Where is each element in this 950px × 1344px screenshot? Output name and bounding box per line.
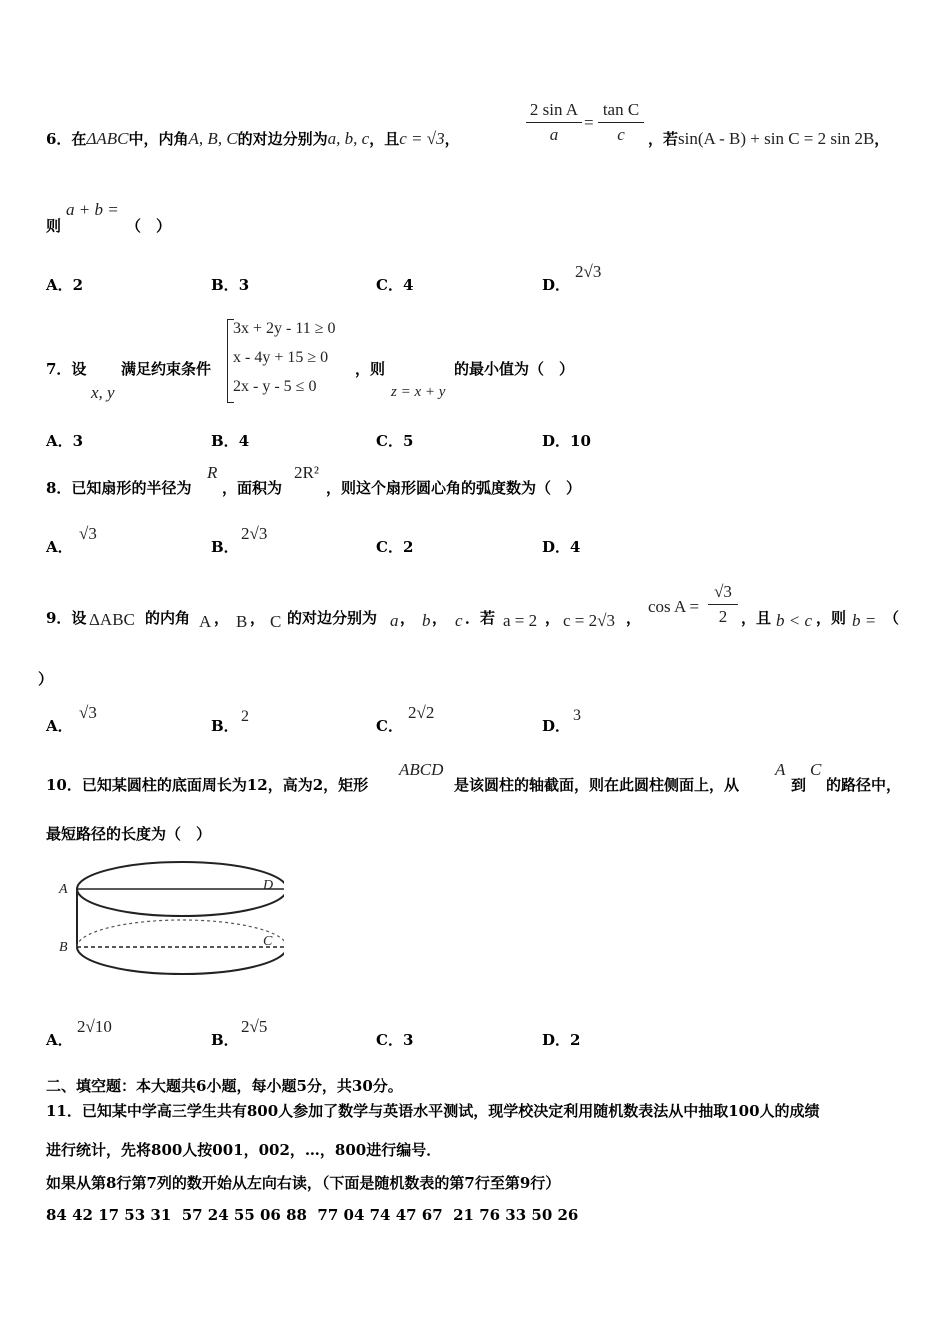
q9-option-a — [46, 715, 73, 736]
q9-comma-5: ， — [545, 609, 561, 627]
q9-text-4: ，且 — [741, 609, 772, 627]
q9-option-c — [376, 715, 403, 736]
option-label: A． — [46, 432, 73, 450]
q6-option-c — [376, 274, 413, 295]
q6-ask: a + b = — [66, 200, 119, 219]
q11-line-1: 11．已知某中学高三学生共有800人参加了数学与英语水平测试，现学校决定利用随机数表法从中抽取100人的成绩 — [46, 1102, 820, 1120]
cylinder-bottom-back-arc — [77, 920, 284, 947]
q10-from: A — [775, 760, 786, 779]
q10-option-b — [211, 1029, 239, 1050]
option-value: 3 — [72, 432, 84, 450]
option-label: D． — [542, 717, 571, 735]
option-label: A． — [46, 717, 73, 735]
option-label: C． — [376, 1031, 403, 1049]
cylinder-bottom-front-arc — [77, 947, 284, 974]
option-label: D． — [542, 1031, 571, 1049]
q10-to: C — [810, 760, 822, 779]
q7-option-a — [46, 430, 83, 451]
figure-label-a: A — [59, 882, 68, 897]
q6-triangle: ΔABC — [86, 129, 129, 148]
q6-frac-2-den: c — [617, 125, 625, 144]
q7-text-2: ，则 — [355, 360, 386, 378]
option-label: B． — [211, 1031, 239, 1049]
q7-text-3: 的最小值为（ ） — [454, 360, 575, 378]
option-label: D． — [542, 432, 571, 450]
q7-option-c — [376, 430, 413, 451]
q9-cos-num: √3 — [708, 582, 738, 605]
q9-option-c-value: 2√2 — [408, 703, 435, 722]
q8-text-2: ，则这个扇形圆心角的弧度数为（ ） — [326, 479, 582, 497]
q9-cos-den: 2 — [718, 607, 728, 626]
q9-angle-c: C — [270, 612, 282, 631]
q9-a-eq: a = 2 — [503, 611, 538, 630]
q7-option-d — [542, 430, 591, 451]
section-2-heading: 二、填空题：本大题共6小题，每小题5分，共30分。 — [46, 1077, 403, 1095]
q10-option-a-value: 2√10 — [77, 1017, 112, 1036]
q8-option-d — [542, 536, 580, 557]
option-value: 4 — [238, 432, 250, 450]
q9-option-b — [211, 715, 239, 736]
q6-text-1: 中，内角 — [128, 130, 189, 148]
option-label: C． — [376, 717, 403, 735]
option-value: 3 — [402, 1031, 414, 1049]
q9-prefix: 9．设 — [46, 609, 87, 627]
q6-paren: （ ） — [126, 217, 172, 235]
q9-text-2: 的对边分别为 — [287, 609, 378, 627]
q6-frac-eq: = — [584, 113, 594, 132]
q10-text-2: 的路径中， — [826, 776, 902, 794]
option-label: C． — [376, 432, 403, 450]
cylinder-figure — [52, 852, 284, 987]
q8-option-b — [211, 536, 239, 557]
q6-angles: A, B, C — [188, 129, 238, 148]
q9-side-a: a — [390, 611, 399, 630]
q11-random-table-row: 84 42 17 53 31 57 24 55 06 88 77 04 74 47 67 21 76 33 50 26 — [46, 1206, 579, 1224]
q10-line-2: 最短路径的长度为（ ） — [46, 825, 212, 843]
q6-option-d-value: 2√3 — [575, 262, 602, 281]
q6-text-3: ，且 — [369, 130, 400, 148]
q9-angle-b: B — [236, 612, 248, 631]
q6-text-5: ，若 — [648, 130, 679, 148]
q6-option-a — [46, 274, 83, 295]
option-label: A． — [46, 538, 73, 556]
q7-constraint-3: 2x - y - 5 ≤ 0 — [233, 378, 317, 395]
q6-then: 则 — [46, 217, 62, 235]
q9-angle-a: A — [199, 612, 212, 631]
option-value: 2 — [72, 276, 84, 294]
q9-comma-4: ， — [432, 609, 448, 627]
q9-text-5: ，则 — [816, 609, 847, 627]
q7-constraint-2: x - 4y + 15 ≥ 0 — [233, 349, 329, 366]
q9-comma-3: ， — [400, 609, 416, 627]
q9-option-d-value: 3 — [573, 707, 581, 724]
q10-rect: ABCD — [399, 760, 444, 779]
option-label: C． — [376, 276, 403, 294]
q9-triangle: ΔABC — [89, 610, 135, 629]
q10-option-b-value: 2√5 — [241, 1017, 268, 1036]
option-value: 4 — [570, 538, 581, 556]
q8-option-a-value: √3 — [79, 524, 97, 543]
q6-condition: sin(A - B) + sin C = 2 sin 2B — [678, 129, 875, 148]
q9-comma-2: ， — [250, 609, 266, 627]
option-value: 5 — [402, 432, 414, 450]
option-label: B． — [211, 717, 239, 735]
option-value: 2 — [570, 1031, 581, 1049]
q9-cos-frac — [708, 582, 738, 627]
option-label: B． — [211, 276, 239, 294]
q7-vars: x, y — [91, 383, 115, 402]
q7-text-1: 满足约束条件 — [121, 360, 212, 378]
q9-ineq: b < c — [776, 611, 813, 630]
q9-c-eq: c = 2√3 — [563, 611, 615, 630]
figure-label-b: B — [59, 940, 68, 955]
q6-frac-1 — [526, 100, 582, 145]
q9-cos-left: cos A = — [648, 597, 700, 616]
option-value: 3 — [238, 276, 250, 294]
q8-option-b-value: 2√3 — [241, 524, 268, 543]
option-label: C． — [376, 538, 403, 556]
q8-r: R — [207, 463, 218, 482]
figure-label-d: D — [263, 878, 274, 893]
q9-text-3: ．若 — [465, 609, 496, 627]
q7-prefix: 7．设 — [46, 360, 87, 378]
q9-text-1: 的内角 — [145, 609, 191, 627]
q10-prefix: 10．已知某圆柱的底面周长为12，高为2，矩形 — [46, 776, 369, 794]
q9-option-a-value: √3 — [79, 703, 97, 722]
q6-text-2: 的对边分别为 — [237, 130, 328, 148]
option-label: A． — [46, 276, 73, 294]
q8-text-1: ，面积为 — [222, 479, 283, 497]
q6-line1-tail — [648, 128, 889, 149]
q10-text-1: 是该圆柱的轴截面，则在此圆柱侧面上，从 — [454, 776, 740, 794]
q9-b-eq: b = — [852, 611, 877, 630]
q6-c-eq: c = √3 — [399, 129, 445, 148]
q10-option-d — [542, 1029, 580, 1050]
q10-to-word: 到 — [791, 776, 807, 794]
q11-line-2: 进行统计，先将800人按001，002，…，800进行编号． — [46, 1141, 442, 1159]
q6-text-4: ， — [444, 130, 460, 148]
q8-prefix: 8．已知扇形的半径为 — [46, 479, 192, 497]
q7-option-b — [211, 430, 249, 451]
q6-frac-1-den: a — [549, 125, 559, 144]
q10-option-c — [376, 1029, 413, 1050]
q9-comma-6: ， — [626, 609, 642, 627]
q9-side-c: c — [455, 611, 463, 630]
option-label: B． — [211, 432, 239, 450]
q9-open-paren: （ — [884, 609, 900, 627]
q9-side-b: b — [422, 611, 431, 630]
q8-option-c — [376, 536, 413, 557]
option-label: A． — [46, 1031, 73, 1049]
q7-constraint-1: 3x + 2y - 11 ≥ 0 — [233, 320, 336, 337]
q6-sides: a, b, c — [327, 129, 370, 148]
q9-option-b-value: 2 — [241, 708, 249, 725]
q6-frac-2 — [598, 100, 644, 145]
q6-frac-2-num: tan C — [598, 100, 644, 123]
q6-line1 — [46, 128, 460, 149]
option-value: 10 — [570, 432, 591, 450]
q8-option-a — [46, 536, 73, 557]
option-label: D． — [542, 276, 571, 294]
option-value: 2 — [402, 538, 414, 556]
q6-option-d — [542, 274, 570, 295]
option-label: B． — [211, 538, 239, 556]
q9-close-paren: ） — [38, 670, 54, 688]
q9-comma-1: ， — [214, 609, 230, 627]
q8-area: 2R² — [294, 463, 319, 482]
q6-option-b — [211, 274, 249, 295]
option-value: 4 — [402, 276, 414, 294]
q9-option-d — [542, 715, 570, 736]
q11-line-3: 如果从第8行第7列的数开始从左向右读，（下面是随机数表的第7行至第9行） — [46, 1174, 561, 1192]
q6-frac-1-num: 2 sin A — [526, 100, 582, 123]
q6-text-6: ， — [874, 130, 890, 148]
q7-z: z = x + y — [391, 384, 446, 400]
option-label: D． — [542, 538, 571, 556]
q6-prefix: 6．在 — [46, 130, 87, 148]
q10-option-a — [46, 1029, 73, 1050]
figure-label-c: C — [263, 934, 273, 949]
